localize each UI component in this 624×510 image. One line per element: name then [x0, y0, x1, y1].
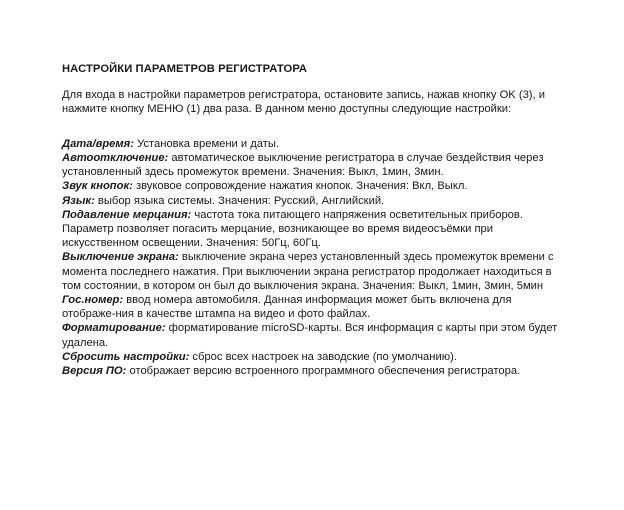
setting-flicker — [62, 208, 562, 251]
setting-desc: форматирование microSD-карты. Вся информация с карты при этом будет удалена. — [62, 322, 558, 349]
setting-format — [62, 321, 562, 349]
setting-term: Форматирование: — [62, 322, 166, 335]
setting-term: Гос.номер: — [62, 294, 124, 307]
setting-reset — [62, 350, 562, 364]
setting-desc: Установка времени и даты. — [133, 137, 280, 150]
setting-term: Язык: — [62, 194, 95, 207]
setting-screen-off — [62, 250, 562, 293]
settings-list — [62, 137, 562, 378]
setting-language — [62, 194, 562, 208]
setting-desc: частота тока питающего напряжения осветительных приборов. Параметр позволяет погасить мерцание, возникающее во время видеосъёмки при искусственном освещении. Значения: 50Гц, 60Гц. — [62, 208, 523, 250]
setting-term: Выключение экрана: — [62, 251, 179, 264]
intro-paragraph: Для входа в настройки параметров регистратора, остановите запись, нажав кнопку OK (3), и нажмите кнопку МЕНЮ (1) два раза. В данном меню доступны следующие настройки: — [62, 89, 545, 116]
setting-term: Сбросить настройки: — [62, 350, 190, 363]
setting-desc: выключение экрана через установленный здесь промежуток времени с момента последнего нажатия. При выключении экрана регистратор продолжает находиться в том состоянии, в котором он был до выключения экрана. Значения: Выкл, 1мин, 3мин, 5мин — [62, 251, 554, 292]
setting-desc: ввод номера автомобиля. Данная информация может быть включена для отображе-ния в качестве штампа на видео и фото файлах. — [62, 294, 512, 321]
setting-term: Версия ПО: — [62, 365, 127, 378]
setting-term: Подавление мерцания: — [62, 208, 192, 221]
setting-desc: выбор языка системы. Значения: Русский, Английский. — [94, 194, 385, 207]
setting-plate-number — [62, 293, 562, 321]
setting-desc: автоматическое выключение регистратора в случае бездействия через установленный здесь промежуток времени. Значения: Выкл, 1мин, 3мин. — [62, 152, 544, 179]
setting-date-time — [62, 137, 562, 151]
document-page — [62, 62, 562, 378]
setting-button-sound — [62, 179, 562, 193]
setting-term: Звук кнопок: — [62, 180, 133, 193]
document-title: НАСТРОЙКИ ПАРАМЕТРОВ РЕГИСТРАТОРА — [62, 63, 308, 75]
setting-desc: звуковое сопровождение нажатия кнопок. Значения: Вкл, Выкл. — [132, 180, 468, 193]
setting-term: Дата/время: — [62, 137, 134, 150]
setting-firmware-version — [62, 364, 562, 378]
setting-auto-off — [62, 151, 562, 179]
setting-desc: отображает версию встроенного программного обеспечения регистратора. — [126, 365, 521, 378]
setting-term: Автоотключение: — [62, 152, 169, 165]
setting-desc: сброс всех настроек на заводские (по умолчанию). — [189, 350, 457, 363]
